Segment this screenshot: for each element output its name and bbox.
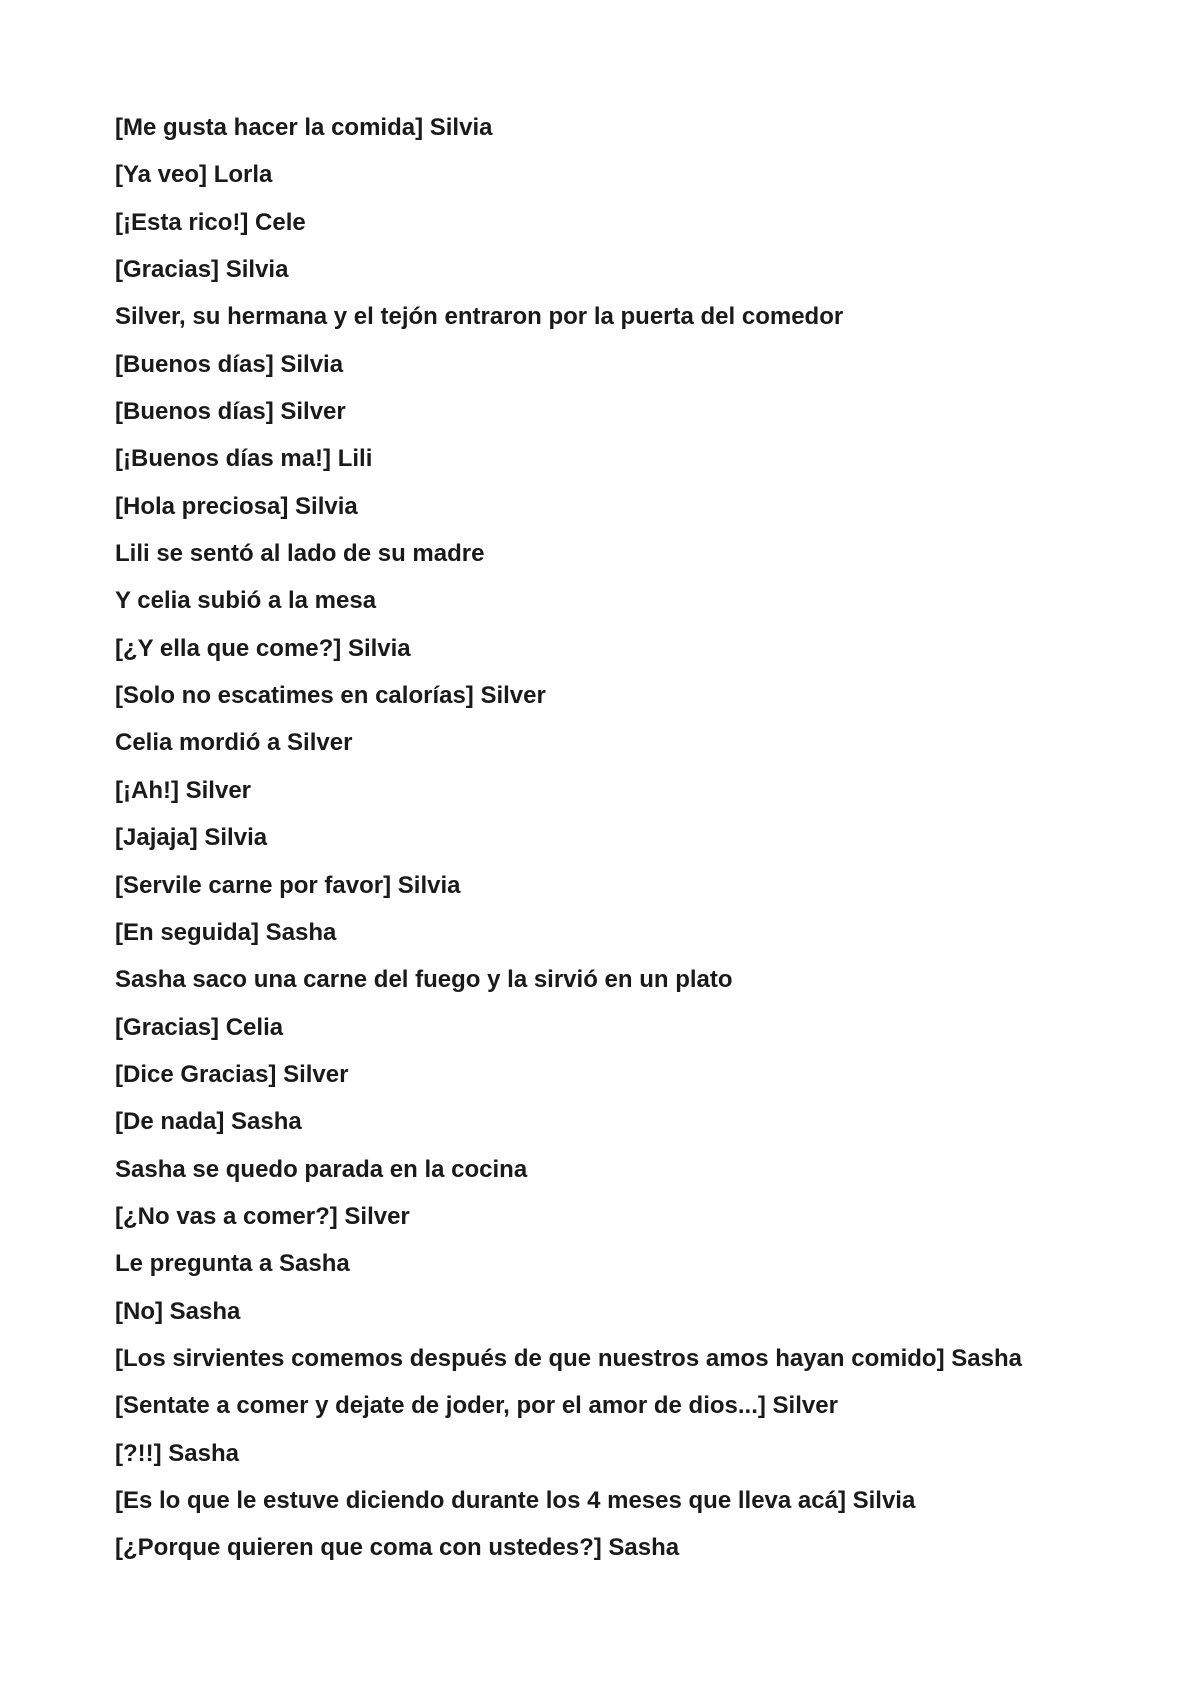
- text-line: [Es lo que le estuve diciendo durante los 4 meses que lleva acá] Silvia: [115, 1486, 916, 1514]
- text-line: Silver, su hermana y el tejón entraron por la puerta del comedor: [115, 303, 844, 331]
- text-line: [Sentate a comer y dejate de joder, por el amor de dios...] Silver: [115, 1392, 838, 1420]
- text-line: [Jajaja] Silvia: [115, 824, 268, 852]
- text-line: [Ya veo] Lorla: [115, 161, 273, 189]
- text-line: [Solo no escatimes en calorías] Silver: [115, 682, 546, 710]
- text-line: [Los sirvientes comemos después de que nuestros amos hayan comido] Sasha: [115, 1344, 1022, 1372]
- text-line: [¿No vas a comer?] Silver: [115, 1202, 410, 1230]
- text-line: [No] Sasha: [115, 1297, 241, 1325]
- text-line: [En seguida] Sasha: [115, 918, 337, 946]
- text-line: Sasha saco una carne del fuego y la sirvió en un plato: [115, 966, 733, 994]
- text-line: [Servile carne por favor] Silvia: [115, 871, 461, 899]
- text-line: [¡Ah!] Silver: [115, 776, 252, 804]
- text-line: [¿Porque quieren que coma con ustedes?] Sasha: [115, 1534, 680, 1562]
- text-line: [Me gusta hacer la comida] Silvia: [115, 114, 493, 141]
- text-line: [De nada] Sasha: [115, 1108, 302, 1136]
- text-line: [Dice Gracias] Silver: [115, 1060, 349, 1088]
- text-line: [¡Buenos días ma!] Lili: [115, 445, 373, 473]
- text-line: Lili se sentó al lado de su madre: [115, 540, 485, 568]
- text-line: [¿Y ella que come?] Silvia: [115, 634, 411, 662]
- text-line: [Buenos días] Silver: [115, 398, 346, 426]
- text-line: Celia mordió a Silver: [115, 729, 353, 757]
- text-line: [Gracias] Celia: [115, 1013, 284, 1041]
- text-line: [Gracias] Silvia: [115, 256, 289, 284]
- text-line: Sasha se quedo parada en la cocina: [115, 1155, 528, 1183]
- text-line: [¡Esta rico!] Cele: [115, 208, 306, 236]
- text-line: [?!!] Sasha: [115, 1439, 240, 1467]
- text-line: [Buenos días] Silvia: [115, 350, 344, 378]
- text-line: Y celia subió a la mesa: [115, 587, 377, 615]
- dialogue-lines: [115, 113, 1115, 1581]
- text-line: [Hola preciosa] Silvia: [115, 492, 358, 520]
- text-line: Le pregunta a Sasha: [115, 1250, 350, 1278]
